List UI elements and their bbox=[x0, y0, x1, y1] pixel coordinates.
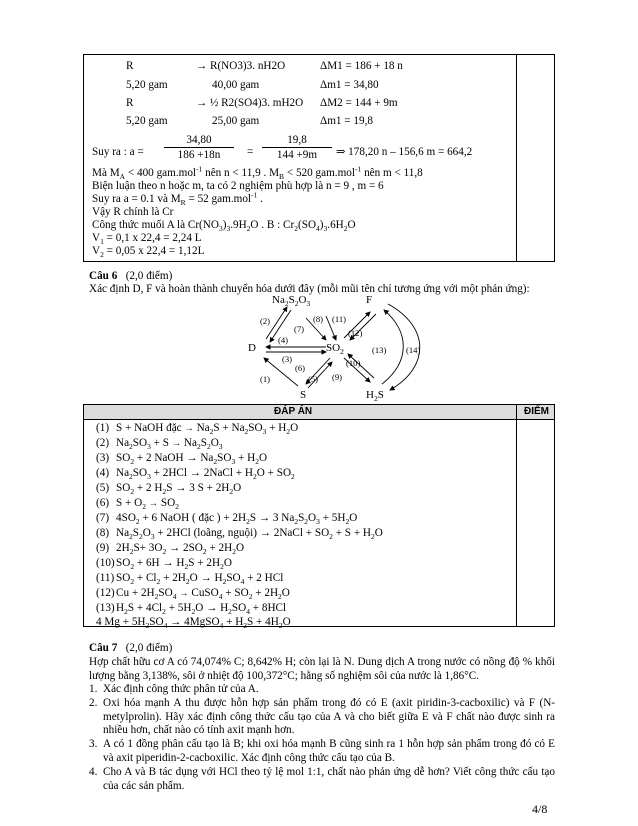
answer-table-cau6 bbox=[83, 404, 555, 631]
fraction-2 bbox=[262, 133, 332, 162]
solution-table-cau5 bbox=[83, 54, 555, 262]
arrow-label-1: (1) bbox=[260, 374, 271, 384]
arrow-label-4: (4) bbox=[278, 335, 289, 345]
cau7-item-1: 1. Xác định công thức phân tử của A. bbox=[89, 683, 259, 695]
answer-row-13: $(13)H_2S + 4Cl_2 + 5H_2O \to H_2SO_4 + 8HCl$ bbox=[96, 602, 287, 617]
line-v2: $V_2 = 0,05$ x 22,4 = 1,12L bbox=[92, 245, 205, 260]
row-4-col-3: Δm1 = 19,8 bbox=[320, 115, 373, 127]
fraction-equals: = bbox=[247, 146, 254, 158]
arrow-label-11: (11) bbox=[332, 314, 346, 324]
arrow-label-5: (5) bbox=[308, 374, 319, 384]
row-4-col-1: 5,20 gam bbox=[126, 115, 168, 127]
row-2-col-3: Δm1 = 34,80 bbox=[320, 79, 379, 91]
cau7-item-4: 4. Cho A và B tác dụng với HCl theo tỷ lệ mol 1:1, chất nào phản ứng dễ hơn? Viết công thức cấu tạo của các sản phẩm. bbox=[89, 766, 555, 792]
column-divider bbox=[516, 405, 517, 626]
row-3-col-2: → ½ R2(SO4)3. mH2O bbox=[196, 97, 304, 109]
cau7-title: Câu 7 bbox=[89, 642, 118, 654]
fraction-1-numerator: 34,80 bbox=[164, 133, 234, 148]
cau7-points: (2,0 điểm) bbox=[125, 642, 173, 654]
row-1-col-3: ΔM1 = 186 + 18 n bbox=[320, 60, 403, 72]
arrow-label-12: (12) bbox=[348, 328, 363, 338]
suy-ra-result: ⇒ 178,20 n – 156,6 m = 664,2 bbox=[336, 146, 473, 158]
fraction-1 bbox=[164, 133, 234, 162]
answer-row-1: (1) S + NaOH đặc → $Na_2S + Na_2SO_3 + H_2O$ bbox=[96, 422, 299, 437]
arrow-label-8: (8) bbox=[313, 314, 324, 324]
header-diem: ĐIỂM bbox=[524, 406, 549, 417]
line-ma: Mà $M_A < 400$ gam.mol$^{-1}$ nên n < 11,9 . $M_B < 520$ gam.mol$^{-1}$ nên m < 11,8 bbox=[92, 164, 423, 182]
species-na2s2o3: $Na_2S_2O_3$ bbox=[272, 294, 311, 309]
cau7-intro: Hợp chất hữu cơ A có 74,074% C; 8,642% H; còn lại là N. Dung dịch A trong nước có nồng độ % khối lượng bằng 3,138%, sôi ở nhiệt độ 100,372°C; hằng số nghiệm sôi của nước là 1,86°C. bbox=[89, 656, 555, 682]
answer-row-3: (3) $SO_2 + 2$ NaOH → $Na_2SO_3 + H_2O$ bbox=[96, 452, 268, 467]
answer-row-9: (9) $2H_2S+ 3O_2 \to 2SO_2 + 2H_2O$ bbox=[96, 542, 245, 557]
row-1-col-2: → R(NO3)3. nH2O bbox=[196, 60, 286, 72]
row-3-col-3: ΔM2 = 144 + 9m bbox=[320, 97, 398, 109]
fraction-2-numerator: 19,8 bbox=[262, 133, 332, 148]
row-3-col-1: R bbox=[126, 97, 134, 109]
row-1-col-1: R bbox=[126, 60, 134, 72]
arrow-label-10: (10) bbox=[346, 358, 361, 368]
arrow-label-3: (3) bbox=[282, 354, 293, 364]
answer-row-10: $(10)SO_2 + 6H \to H_2S + 2H_2O$ bbox=[96, 557, 232, 572]
answer-row-12: $(12)Cu + 2H_2SO_4$ → CuSO$_4$ + $SO_2 + 2H_2O$ bbox=[96, 587, 290, 602]
cau7-item-3: 3. A có 1 đồng phân cấu tạo là B; khi oxi hóa mạnh B cũng sinh ra 1 hỗn hợp sản phẩm trong đó có E và axit piperidin-2-cacboxilic. Xác định công thức cấu tạo của B. bbox=[89, 738, 555, 764]
cau7-heading bbox=[89, 642, 172, 655]
answer-row-8: (8) $Na_2S_2O_3 + 2HCl$ (loãng, nguội) → 2NaCl + $SO_2 + S + H_2O$ bbox=[96, 527, 383, 542]
species-f: F bbox=[366, 294, 373, 306]
arrow-label-13: (13) bbox=[372, 345, 387, 355]
arrow-label-6: (6) bbox=[295, 363, 306, 373]
line-v1: $V_1 = 0,1$ x 22,4 = 2,24 L bbox=[92, 232, 202, 247]
species-h2s: $H_2S$ bbox=[366, 389, 384, 404]
cau6-heading bbox=[89, 270, 172, 283]
row-2-col-2: 40,00 gam bbox=[212, 79, 260, 91]
answer-row-2: (2) $Na_2SO_3 + S \to Na_2S_2O_3$ bbox=[96, 437, 223, 452]
row-2-col-1: 5,20 gam bbox=[126, 79, 168, 91]
cau6-points: (2,0 điểm) bbox=[125, 270, 173, 282]
answer-row-6: (6) $S + O_2 \to SO_2$ bbox=[96, 497, 179, 512]
answer-row-11: (11) $SO_2 + Cl_2 + 2H_2O \to H_2SO_4 + 2$ HCl bbox=[96, 572, 284, 587]
line-vay-r: Vậy R chính là Cr bbox=[92, 206, 174, 218]
cau6-description: Xác định D, F và hoàn thành chuyển hóa dưới đây (mỗi mũi tên chỉ tương ứng với một phản ứng): bbox=[89, 283, 530, 295]
answer-row-5: (5) $SO_2 + 2$ $H_2S \to 3$ $S + 2H_2O$ bbox=[96, 482, 242, 497]
header-dap-an: ĐÁP ÁN bbox=[274, 406, 313, 417]
reaction-scheme-diagram bbox=[240, 292, 440, 404]
row-4-col-2: 25,00 gam bbox=[212, 115, 260, 127]
cau6-title: Câu 6 bbox=[89, 270, 118, 282]
line-cong-thuc-muoi: Công thức muối A là $Cr(NO_3)_3.9H_2O$ . B : $Cr_2(SO_4)_3.6H_2O$ bbox=[92, 219, 356, 234]
answer-row-4: (4) $Na_2SO_3 + 2HCl$ → 2NaCl + $H_2O + SO_2$ bbox=[96, 467, 295, 482]
column-divider bbox=[516, 55, 517, 261]
suy-ra-prefix: Suy ra : a = bbox=[92, 146, 144, 158]
line-bien-luan: Biện luận theo n hoặc m, ta có 2 nghiệm phù hợp là n = 9 , m = 6 bbox=[92, 180, 384, 192]
species-s: S bbox=[300, 389, 307, 401]
arrow-label-2: (2) bbox=[260, 316, 271, 326]
answer-table-header bbox=[84, 405, 554, 420]
line-suy-ra-a: Suy ra a = 0.1 và $M_R = 52$ gam.mol$^{-1}$ . bbox=[92, 190, 263, 208]
fraction-2-denominator: 144 +9m bbox=[276, 149, 318, 161]
arrow-label-9: (9) bbox=[332, 372, 343, 382]
species-so2: $SO_2$ bbox=[326, 342, 344, 357]
answer-row-14: 4 $Mg + 5H_2SO_4$ → 4MgSO$_4$ + $H_2S + 4H_2O$ bbox=[96, 616, 291, 631]
cau7-item-2: 2. Oxi hóa mạnh A thu được hỗn hợp sản phẩm trong đó có E (axit piridin-3-cacboxilic) và F (N-metylprolin). Hãy xác định công thức cấu tạo của A và cho biết giữa E và F chất nào được sinh ra nhiều hơn, chất nào có tính axit mạnh hơn. bbox=[89, 697, 555, 737]
species-d: D bbox=[248, 342, 256, 354]
page-number: 4/8 bbox=[532, 802, 548, 816]
arrow-label-7: (7) bbox=[294, 324, 305, 334]
fraction-1-denominator: 186 +18n bbox=[177, 149, 221, 161]
arrow-label-14: (14) bbox=[406, 345, 421, 355]
answer-row-7: (7) $4SO_2 + 6$ NaOH ( đặc ) + $2H_2S \to 3$ $Na_2S_2O_3 + 5H_2O$ bbox=[96, 512, 358, 527]
